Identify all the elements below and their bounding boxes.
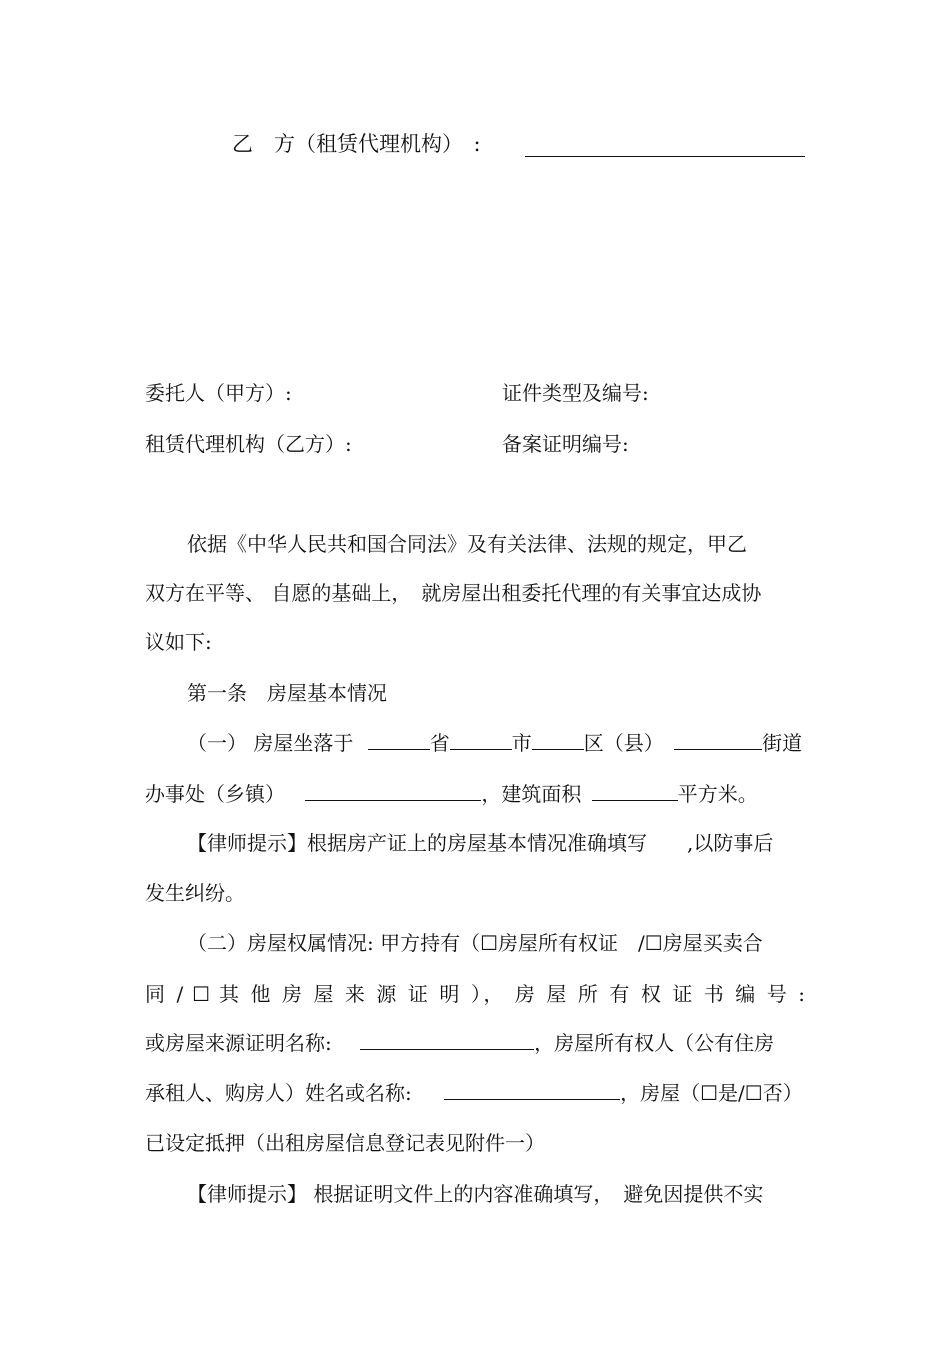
source-doc-name-field[interactable] <box>360 1029 534 1050</box>
location-prefix: （一） 房屋坐落于 <box>187 731 354 755</box>
owner-name-label: 承租人、购房人）姓名或名称: <box>145 1081 412 1105</box>
province-field[interactable] <box>368 729 430 750</box>
section-2-line-3 <box>145 1029 774 1057</box>
lawyer-tip-1-line-2: 发生纠纷。 <box>145 881 245 905</box>
intro-line-1: 依据《中华人民共和国合同法》及有关法律、法规的规定，甲乙 <box>187 532 747 556</box>
section-2-line-2: 同 / ☐ 其 他 房 屋 来 源 证 明 ）， 房 屋 所 有 权 证 书 编 号 : <box>145 982 805 1006</box>
area-unit: 平方米。 <box>677 782 758 806</box>
lawyer-tip-1-line-1: 【律师提示】根据房产证上的房屋基本情况准确填写 ,以防事后 <box>187 831 774 855</box>
district-label: 区（县） <box>583 731 664 755</box>
source-doc-name-label: 或房屋来源证明名称: <box>145 1031 332 1055</box>
area-label: ，建筑面积 <box>481 782 582 806</box>
owner-name-field[interactable] <box>444 1079 620 1100</box>
province-label: 省 <box>429 731 450 755</box>
section-1-line-1 <box>187 729 802 757</box>
mortgage-label: ，房屋（☐是/☐否） <box>620 1081 803 1105</box>
entrustor-label: 委托人（甲方）: <box>145 381 292 405</box>
party-b-label: 乙 方（租赁代理机构） : <box>232 132 481 156</box>
street-field[interactable] <box>674 729 762 750</box>
area-field[interactable] <box>592 780 678 801</box>
lawyer-tip-2: 【律师提示】 根据证明文件上的内容准确填写， 避免因提供不实 <box>187 1182 764 1206</box>
filing-number-label: 备案证明编号: <box>502 432 629 456</box>
street-label: 街道 <box>762 731 803 755</box>
city-field[interactable] <box>450 729 512 750</box>
township-label: 办事处（乡镇） <box>145 782 285 806</box>
party-b-header <box>232 130 481 158</box>
party-b-name-field[interactable] <box>525 156 805 157</box>
intro-line-3: 议如下: <box>145 630 212 654</box>
district-field[interactable] <box>532 729 584 750</box>
owner-label: ，房屋所有权人（公有住房 <box>534 1031 775 1055</box>
city-label: 市 <box>511 731 532 755</box>
section-2-line-4 <box>145 1079 803 1107</box>
intro-line-2: 双方在平等、 自愿的基础上， 就房屋出租委托代理的有关事宜达成协 <box>145 581 762 605</box>
id-type-label: 证件类型及编号: <box>502 381 649 405</box>
section-2-line-5: 已设定抵押（出租房屋信息登记表见附件一） <box>145 1131 545 1155</box>
agency-label: 租赁代理机构（乙方）: <box>145 432 352 456</box>
township-field[interactable] <box>305 780 481 801</box>
section-1-line-2 <box>145 780 758 808</box>
article-1-title: 第一条 房屋基本情况 <box>187 681 387 705</box>
section-2-line-1: （二）房屋权属情况: 甲方持有（☐房屋所有权证 /☐房屋买卖合 <box>187 931 763 955</box>
